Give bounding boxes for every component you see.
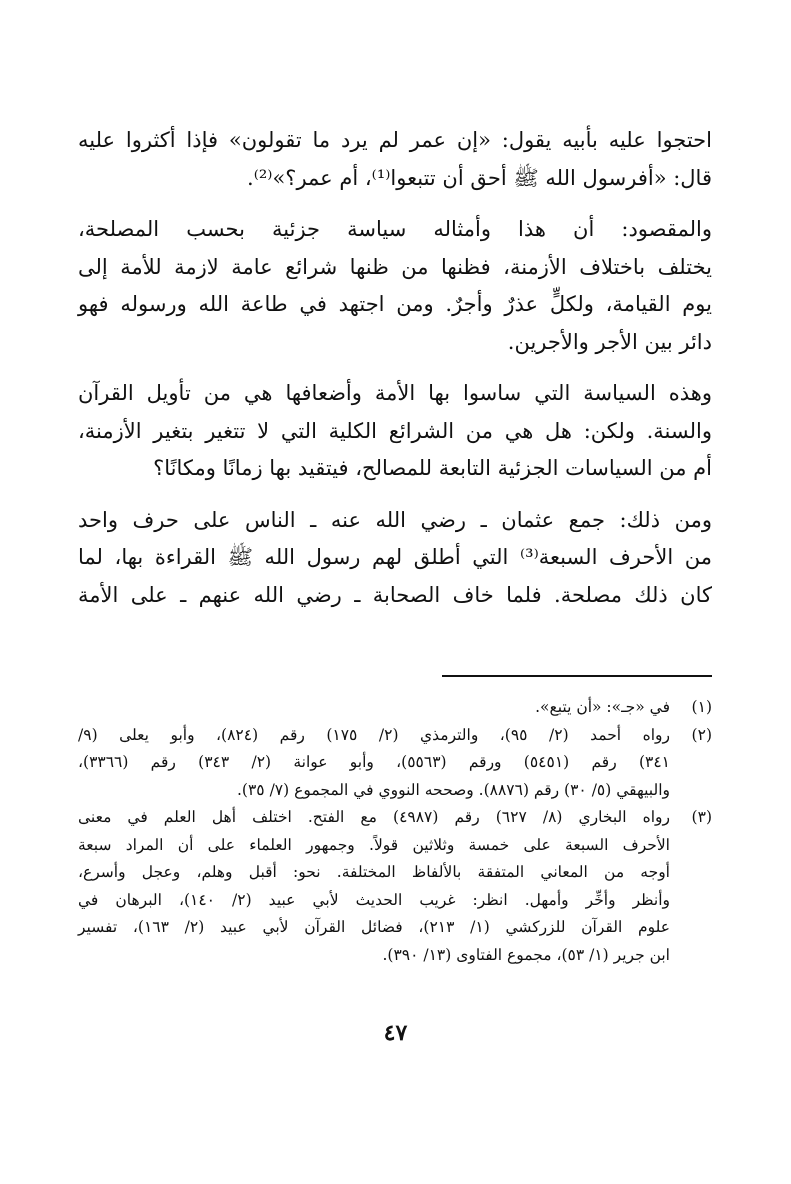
footnote-line: أوجه من المعاني المتفقة بالألفاظ المختلفة. نحو: أقبل وهلم، وعجل وأسرع، — [78, 863, 670, 881]
footnote-divider — [442, 675, 712, 677]
footnote-number: (٢) — [691, 725, 712, 744]
footnote-text — [78, 694, 670, 722]
text-line: كان ذلك مصلحة. فلما خاف الصحابة ـ رضي الله عنهم ـ على الأمة — [78, 582, 712, 607]
text-line: أم من السياسات الجزئية التابعة للمصالح، فيتقيد بها زمانًا ومكانًا؟ — [153, 456, 712, 480]
footnote-line: وأنظر وأخِّر وأمهل. انظر: غريب الحديث لأبي عبيد (٢/ ١٤٠)، البرهان في — [78, 890, 670, 909]
text-line: ومن ذلك: جمع عثمان ـ رضي الله عنه ـ الناس على حرف واحد — [78, 507, 712, 532]
text-line: دائر بين الأجر والأجرين. — [507, 329, 712, 354]
footnote-text — [78, 722, 670, 805]
text-line: يوم القيامة، ولكلٍّ عذرٌ وأجرٌ. ومن اجتهد في طاعة الله ورسوله فهو — [78, 292, 712, 316]
paragraph-3 — [78, 375, 712, 488]
footnote-line: الأحرف السبعة على خمسة وثلاثين قولاً. وجمهور العلماء على أن المراد سبعة — [78, 835, 670, 854]
paragraph-2 — [78, 211, 712, 361]
footnote-1 — [78, 694, 712, 722]
text-line: يختلف باختلاف الأزمنة، فظنها من ظنها شرائع عامة لازمة للأمة إلى — [78, 254, 712, 279]
footnote-line: ٣٤١) رقم (٥٤٥١) ورقم (٥٥٦٣)، وأبو عوانة (٢/ ٣٤٣) رقم (٣٣٦٦)، — [78, 753, 670, 771]
page-number: ٤٧ — [383, 1020, 408, 1046]
text-line: وهذه السياسة التي ساسوا بها الأمة وأضعافها هي من تأويل القرآن — [78, 381, 712, 405]
footnote-3 — [78, 804, 712, 969]
footnote-number: (٣) — [691, 808, 712, 826]
main-text — [78, 122, 712, 628]
footnote-2 — [78, 722, 712, 805]
text-line: والمقصود: أن هذا وأمثاله سياسة جزئية بحسب المصلحة، — [78, 217, 712, 241]
footnote-line: علوم القرآن للزركشي (١/ ٢١٣)، فضائل القرآن لأبي عبيد (٢/ ١٦٣)، تفسير — [78, 918, 670, 936]
text-line: قال: «أفرسول الله ﷺ أحق أن تتبعوا⁽¹⁾، أم عمر؟»⁽²⁾. — [247, 165, 712, 190]
text-line: من الأحرف السبعة⁽³⁾ التي أطلق لهم رسول الله ﷺ القراءة بها، لما — [78, 545, 712, 569]
footnotes — [78, 694, 712, 969]
footnote-line: والبيهقي (٥/ ٣٠) رقم (٨٨٧٦). وصححه النووي في المجموع (٧/ ٣٥). — [237, 780, 670, 799]
footnote-line: رواه البخاري (٨/ ٦٢٧) رقم (٤٩٨٧) مع الفتح. اختلف أهل العلم في معنى — [78, 808, 670, 826]
footnote-line: ابن جرير (١/ ٥٣)، مجموع الفتاوى (١٣/ ٣٩٠). — [382, 945, 670, 964]
footnote-text — [78, 804, 670, 969]
footnote-line: رواه أحمد (٢/ ٩٥)، والترمذي (٢/ ١٧٥) رقم (٨٢٤)، وأبو يعلى (٩/ — [78, 725, 671, 744]
paragraph-4 — [78, 502, 712, 615]
footnote-number: (١) — [691, 698, 712, 716]
paragraph-1 — [78, 122, 712, 197]
text-line: احتجوا عليه بأبيه يقول: «إن عمر لم يرد ما تقولون» فإذا أكثروا عليه — [78, 128, 712, 152]
footnote-line: في «جـ»: «أن يتبع». — [535, 698, 670, 716]
text-line: والسنة. ولكن: هل هي من الشرائع الكلية التي لا تتغير بتغير الأزمنة، — [78, 418, 712, 443]
